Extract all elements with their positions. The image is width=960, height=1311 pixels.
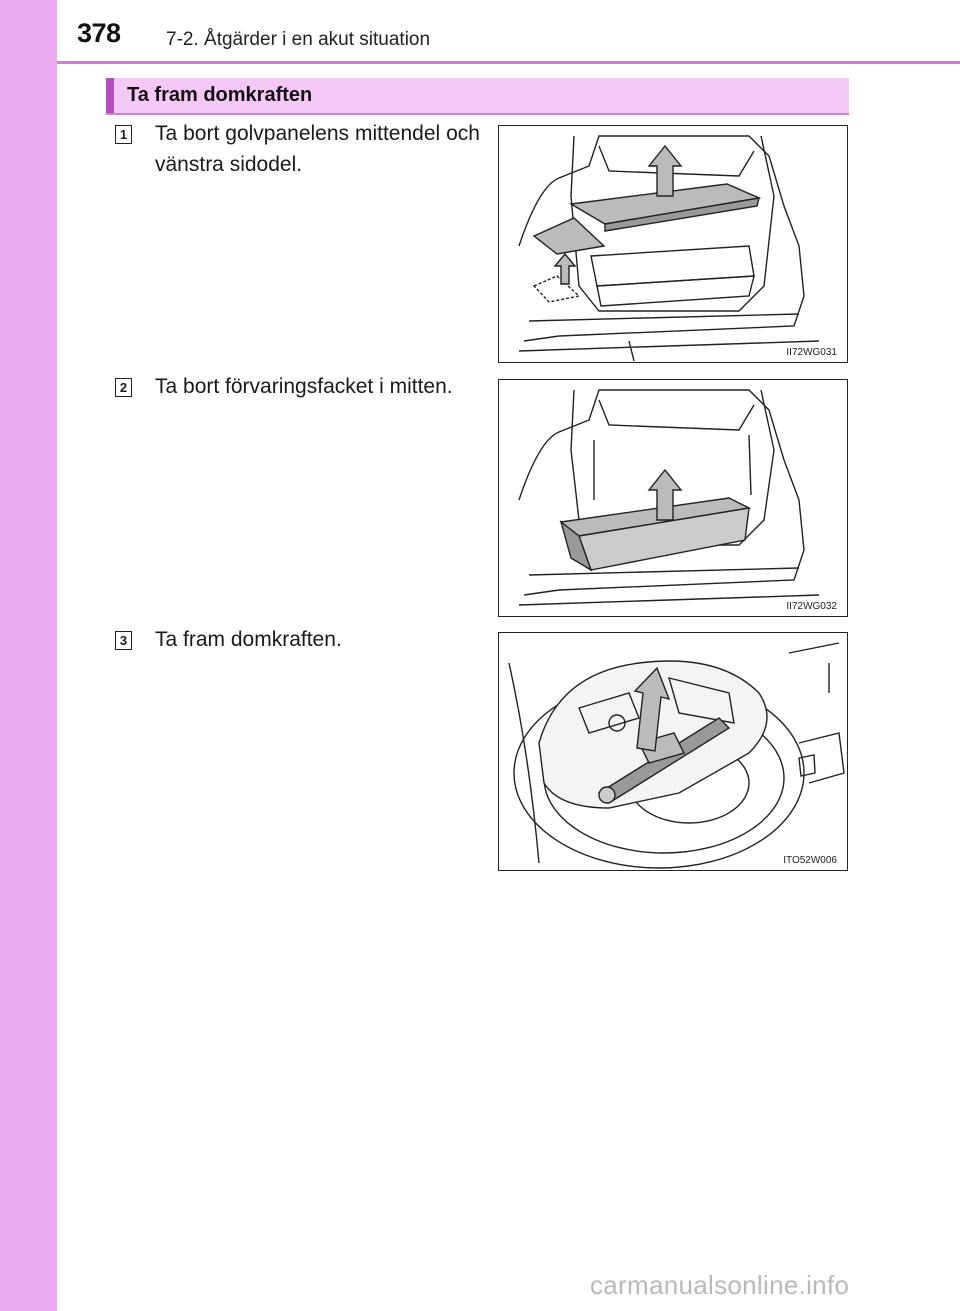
step-text-3: Ta fram domkraften. (155, 628, 342, 651)
figure-code-3: ITO52W006 (783, 855, 837, 866)
heading-accent-bar (106, 78, 114, 113)
chapter-side-band (0, 0, 57, 1311)
section-title: Ta fram domkraften (127, 84, 313, 106)
header-rule (57, 61, 960, 64)
figure-step-1 (498, 125, 848, 363)
storage-tray-illustration (499, 380, 848, 617)
figure-code-2: II72WG032 (786, 601, 837, 612)
site-watermark: carmanualsonline.info (590, 1270, 850, 1300)
section-heading (106, 78, 849, 115)
step-number-1: 1 (115, 125, 132, 144)
figure-step-2 (498, 379, 848, 617)
step-text-2: Ta bort förvaringsfacket i mitten. (155, 375, 453, 398)
step-number-3: 3 (115, 631, 132, 650)
luggage-floor-panel-illustration (499, 126, 848, 363)
figure-code-1: II72WG031 (786, 347, 837, 358)
jack-removal-illustration (499, 633, 848, 871)
step-number-2: 2 (115, 378, 132, 397)
running-head: 7-2. Åtgärder i en akut situation (166, 29, 431, 50)
figure-step-3 (498, 632, 848, 871)
page-number: 378 (77, 18, 121, 48)
step-text-1: Ta bort golvpanelens mittendel och vänstra sidodel. (155, 122, 480, 176)
